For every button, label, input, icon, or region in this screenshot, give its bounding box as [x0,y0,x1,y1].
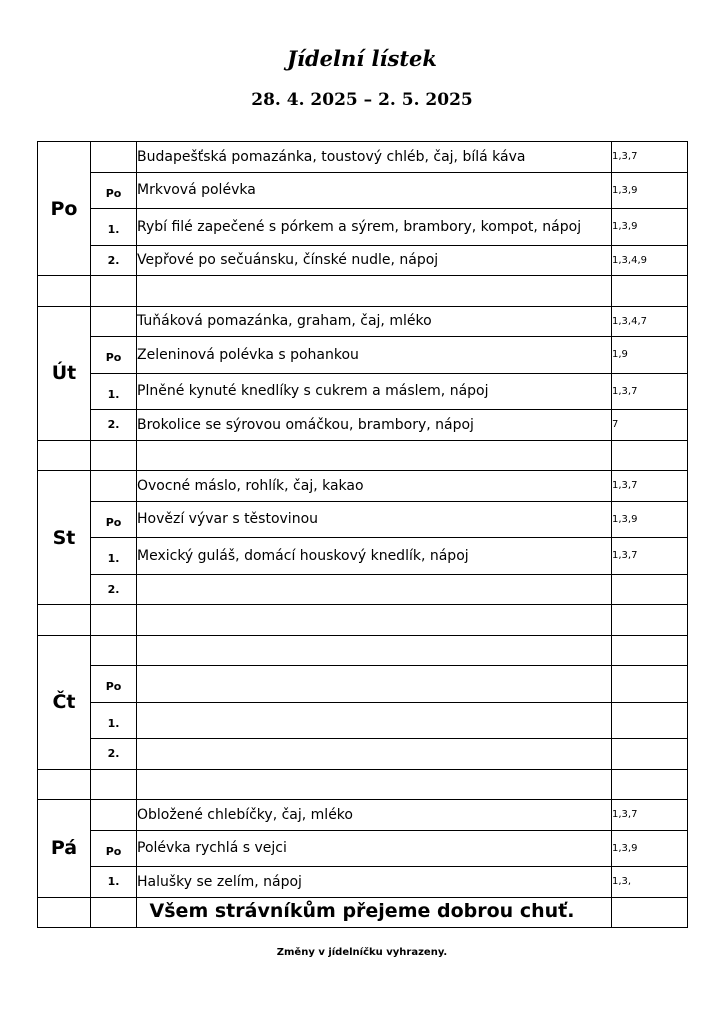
row-label [91,635,137,666]
footer-note: Změny v jídelníčku vyhrazeny. [276,947,448,958]
table-row [38,373,688,410]
dish-text: Hovězí vývar s těstovinou [137,501,612,538]
row-label: 2. [91,574,137,605]
allergens: 7 [612,410,688,441]
allergens: 1,3, [612,867,688,898]
empty-cell [612,276,688,307]
allergens: 1,3,4,9 [612,245,688,276]
table-row [38,245,688,276]
empty-cell [38,440,91,471]
day-name: Čt [38,635,91,769]
empty-cell [137,276,612,307]
row-label: Po [91,501,137,538]
row-label: 2. [91,739,137,770]
allergens: 1,3,7 [612,471,688,502]
separator-row [38,605,688,636]
dish-text: Budapešťská pomazánka, toustový chléb, čaj, bílá káva [137,142,612,173]
row-label: Po [91,830,137,867]
dish-text: Halušky se zelím, nápoj [137,867,612,898]
table-row [38,635,688,666]
empty-cell [91,276,137,307]
date-range: 28. 4. 2025 – 2. 5. 2025 [251,90,473,110]
dish-text: Vepřové po sečuánsku, čínské nudle, nápoj [137,245,612,276]
allergens: 1,3,9 [612,209,688,246]
row-label [91,800,137,831]
allergens [612,739,688,770]
table-row [38,702,688,739]
row-label: 1. [91,538,137,575]
dish-text: Ovocné máslo, rohlík, čaj, kakao [137,471,612,502]
allergens: 1,3,9 [612,172,688,209]
row-label: 1. [91,209,137,246]
day-name: St [38,471,91,605]
table-row [38,306,688,337]
allergens: 1,3,7 [612,538,688,575]
menu-table [37,141,688,928]
empty-cell [137,769,612,800]
row-label: 2. [91,410,137,441]
empty-cell [91,605,137,636]
separator-row [38,440,688,471]
separator-row [38,769,688,800]
row-label: 1. [91,867,137,898]
empty-cell [137,605,612,636]
empty-cell [612,440,688,471]
page-title: Jídelní lístek [287,46,437,71]
dish-text: Polévka rychlá s vejci [137,830,612,867]
dish-text [137,574,612,605]
dish-text [137,702,612,739]
table-row [38,471,688,502]
empty-cell [38,276,91,307]
empty-cell [91,769,137,800]
allergens: 1,3,4,7 [612,306,688,337]
empty-cell [137,440,612,471]
table-row [38,410,688,441]
table-row [38,337,688,374]
empty-cell [38,605,91,636]
empty-cell [38,769,91,800]
row-label: Po [91,172,137,209]
dish-text: Brokolice se sýrovou omáčkou, brambory, nápoj [137,410,612,441]
empty-cell [612,769,688,800]
table-row [38,666,688,703]
table-row [38,501,688,538]
row-label [91,306,137,337]
dish-text: Mrkvová polévka [137,172,612,209]
dish-text [137,739,612,770]
dish-text: Tuňáková pomazánka, graham, čaj, mléko [137,306,612,337]
table-row [38,830,688,867]
empty-cell [612,605,688,636]
table-row [38,538,688,575]
day-name: Út [38,306,91,440]
row-label: Po [91,666,137,703]
allergens: 1,9 [612,337,688,374]
row-label: 2. [91,245,137,276]
dish-text: Zeleninová polévka s pohankou [137,337,612,374]
row-label: 1. [91,373,137,410]
table-row [38,739,688,770]
table-row [38,867,688,898]
row-label [91,471,137,502]
day-name: Po [38,142,91,276]
allergens [612,574,688,605]
table-row [38,574,688,605]
dish-text [137,666,612,703]
row-label: Po [91,337,137,374]
day-name: Pá [38,800,91,898]
table-row [38,800,688,831]
footer-wish: Všem strávníkům přejeme dobrou chuť. [149,900,575,922]
allergens: 1,3,9 [612,501,688,538]
table-row [38,172,688,209]
allergens [612,635,688,666]
allergens: 1,3,7 [612,373,688,410]
empty-cell [91,440,137,471]
dish-text: Mexický guláš, domácí houskový knedlík, nápoj [137,538,612,575]
allergens [612,702,688,739]
table-row [38,209,688,246]
dish-text: Obložené chlebíčky, čaj, mléko [137,800,612,831]
allergens: 1,3,9 [612,830,688,867]
allergens [612,666,688,703]
dish-text: Plněné kynuté knedlíky s cukrem a máslem, nápoj [137,373,612,410]
row-label [91,142,137,173]
allergens: 1,3,7 [612,800,688,831]
dish-text: Rybí filé zapečené s pórkem a sýrem, brambory, kompot, nápoj [137,209,612,246]
allergens: 1,3,7 [612,142,688,173]
separator-row [38,276,688,307]
table-row [38,142,688,173]
dish-text [137,635,612,666]
row-label: 1. [91,702,137,739]
